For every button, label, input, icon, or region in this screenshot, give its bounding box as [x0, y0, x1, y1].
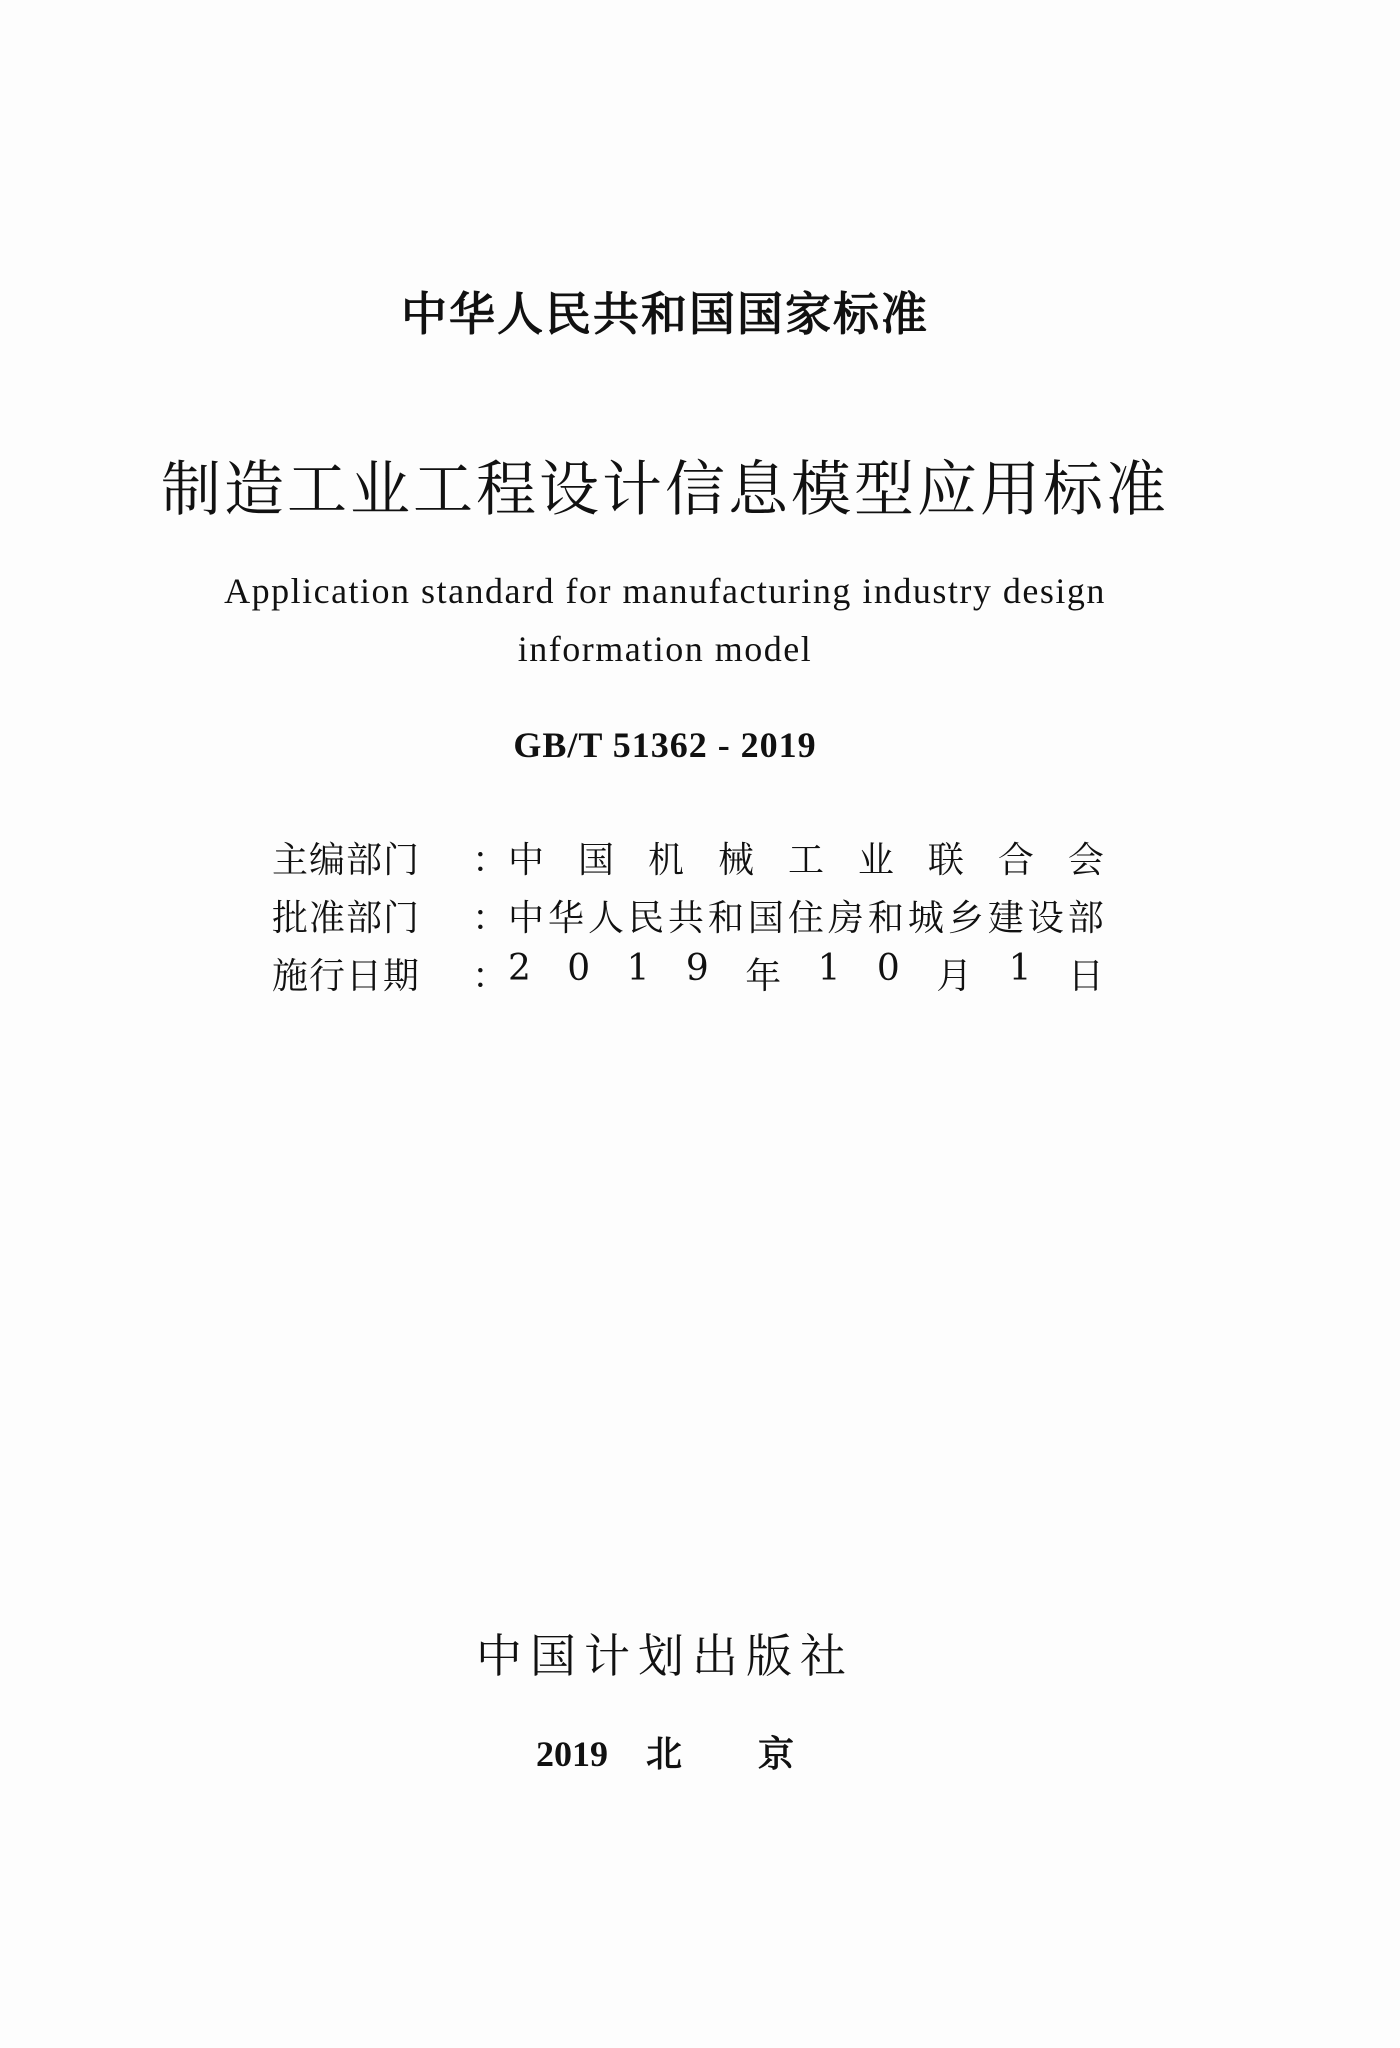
approver-label: 批准部门: [272, 897, 421, 939]
effective-date-value: [508, 948, 1104, 999]
english-title-line-2: information model: [517, 629, 813, 669]
value-char: 房: [827, 897, 864, 939]
value-char: 0: [876, 947, 900, 989]
value-char: 和: [707, 897, 744, 939]
value-char: 会: [1067, 839, 1104, 881]
value-char: 月: [936, 955, 973, 997]
value-char: 日: [1067, 955, 1104, 997]
publication-city-char-2: 京: [758, 1734, 795, 1775]
value-char: 械: [717, 839, 754, 881]
value-char: 国: [747, 897, 784, 939]
effective-date-row: [272, 944, 1104, 1002]
value-char: 0: [567, 947, 591, 989]
approver-row: [272, 886, 1104, 944]
national-standard-heading: 中华人民共和国国家标准: [401, 287, 929, 341]
value-char: 年: [745, 955, 782, 997]
approver-colon: ：: [472, 897, 509, 939]
value-char: 业: [857, 839, 894, 881]
standard-title-english: [0, 562, 1330, 678]
effective-date-colon: ：: [472, 955, 509, 997]
standard-code: GB/T 51362 - 2019: [513, 725, 817, 765]
compiler-row: [272, 828, 1104, 886]
value-char: 住: [787, 897, 824, 939]
approver-value: [508, 890, 1104, 941]
value-char: 1: [817, 947, 841, 989]
compiler-value: [508, 832, 1104, 883]
publication-year: 2019: [535, 1734, 608, 1774]
publication-line: [0, 1726, 1330, 1777]
value-char: 部: [1067, 897, 1104, 939]
value-char: 中: [508, 897, 545, 939]
effective-date-label: 施行日期: [272, 955, 421, 997]
value-char: 1: [1008, 947, 1032, 989]
value-char: 乡: [947, 897, 984, 939]
value-char: 华: [547, 897, 584, 939]
value-char: 建: [987, 897, 1024, 939]
value-char: 工: [787, 839, 824, 881]
value-char: 设: [1027, 897, 1064, 939]
value-char: 2: [508, 947, 531, 989]
value-char: 共: [667, 897, 704, 939]
value-char: 民: [627, 897, 664, 939]
value-char: 和: [867, 897, 904, 939]
value-char: 国: [577, 839, 614, 881]
value-char: 合: [997, 839, 1034, 881]
compiler-colon: ：: [472, 839, 509, 881]
value-char: 中: [508, 839, 545, 881]
publisher-name: 中国计划出版社: [476, 1629, 854, 1683]
value-char: 9: [685, 947, 709, 989]
info-block: [272, 828, 1104, 1002]
value-char: 1: [626, 947, 650, 989]
publication-city-char-1: 北: [645, 1734, 682, 1775]
compiler-label: 主编部门: [272, 839, 421, 881]
standard-title-chinese: 制造工业工程设计信息模型应用标准: [161, 455, 1169, 525]
value-char: 城: [907, 897, 944, 939]
value-char: 人: [587, 897, 624, 939]
value-char: 机: [647, 839, 684, 881]
value-char: 联: [927, 839, 964, 881]
english-title-line-1: Application standard for manufacturing industry design: [224, 571, 1106, 611]
